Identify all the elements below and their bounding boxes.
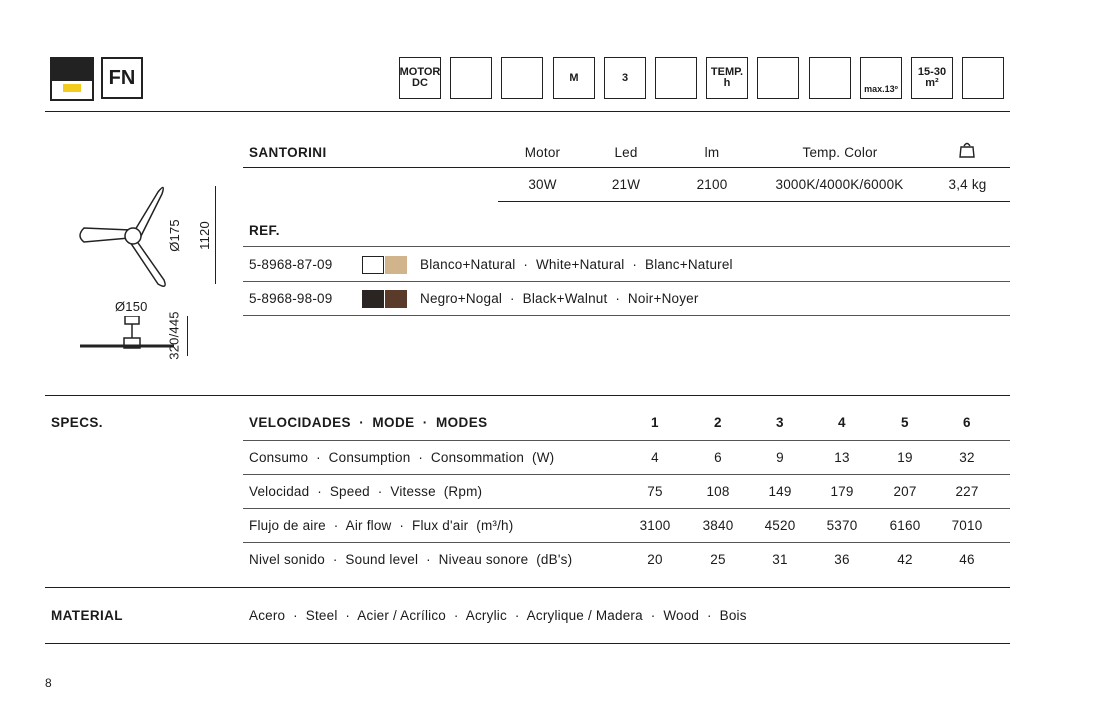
spec-cell: 227 <box>955 484 979 499</box>
ref-finish-1: Blanco+Natural · White+Natural · Blanc+Naturel <box>420 257 733 272</box>
color-temperature-icon: TEMP. h <box>706 57 748 99</box>
diameter-label: Ø175 <box>166 219 182 252</box>
speed-header: 5 <box>901 415 909 430</box>
product-values-rule <box>498 201 1010 202</box>
light-color-icon <box>50 57 94 101</box>
ref-2-swatch-walnut <box>385 290 407 308</box>
height-label: 1120 <box>196 221 212 250</box>
header-divider <box>45 111 1010 112</box>
material-label: MATERIAL <box>51 608 123 623</box>
base-diameter-label: Ø150 <box>115 299 148 314</box>
spec-cell: 5370 <box>826 518 858 533</box>
spec-cell: 20 <box>647 552 663 567</box>
col-lm: lm <box>704 145 720 160</box>
spec-cell: 19 <box>897 450 913 465</box>
height-dimension-line <box>215 186 216 284</box>
weight-icon <box>958 141 976 159</box>
ref-row-rule-2 <box>243 315 1010 316</box>
fan-side-view-diagram <box>78 316 178 356</box>
spec-cell: 4520 <box>764 518 796 533</box>
dimmer-icon <box>501 57 543 99</box>
area-icon: 15-30 m² <box>911 57 953 99</box>
fn-badge: FN <box>101 57 143 99</box>
spec-row-rule <box>243 542 1010 543</box>
ref-finish-2: Negro+Nogal · Black+Walnut · Noir+Noyer <box>420 291 699 306</box>
ref-1-swatch-natural <box>385 256 407 274</box>
specs-top-rule <box>45 395 1010 396</box>
specs-label: SPECS. <box>51 415 103 430</box>
spec-cell: 32 <box>959 450 975 465</box>
spec-cell: 4 <box>651 450 659 465</box>
spec-row-label: Velocidad · Speed · Vitesse (Rpm) <box>249 484 483 499</box>
val-led: 21W <box>611 177 641 192</box>
air-flow-icon <box>757 57 799 99</box>
speed-header: 1 <box>651 415 659 430</box>
spec-cell: 13 <box>834 450 850 465</box>
spec-row-rule <box>243 474 1010 475</box>
height-icon <box>809 57 851 99</box>
spec-cell: 6160 <box>889 518 921 533</box>
speed-header: 2 <box>714 415 722 430</box>
spec-row-label: Flujo de aire · Air flow · Flux d'air (m³/h) <box>249 518 514 533</box>
spec-cell: 108 <box>706 484 730 499</box>
val-weight: 3,4 kg <box>948 177 987 192</box>
speed-header: 3 <box>776 415 784 430</box>
spec-cell: 75 <box>647 484 663 499</box>
specs-header: VELOCIDADES · MODE · MODES <box>249 415 488 430</box>
memory-icon: M <box>553 57 595 99</box>
spec-row-label: Consumo · Consumption · Consommation (W) <box>249 450 555 465</box>
val-lm: 2100 <box>696 177 728 192</box>
spec-cell: 3840 <box>702 518 734 533</box>
spec-cell: 46 <box>959 552 975 567</box>
spec-cell: 149 <box>768 484 792 499</box>
spec-cell: 25 <box>710 552 726 567</box>
col-motor: Motor <box>524 145 561 160</box>
spec-cell: 7010 <box>951 518 983 533</box>
spec-cell: 6 <box>714 450 722 465</box>
class-1-icon <box>962 57 1004 99</box>
spec-row-label: Nivel sonido · Sound level · Niveau sonore (dB's) <box>249 552 573 567</box>
max-slope-icon: max.13º <box>860 57 902 99</box>
product-name: SANTORINI <box>249 145 327 160</box>
spec-cell: 42 <box>897 552 913 567</box>
remote-control-icon <box>450 57 492 99</box>
motor-dc-icon: MOTOR DC <box>399 57 441 99</box>
three-blades-icon: 3 <box>604 57 646 99</box>
ref-2-swatch-black <box>362 290 384 308</box>
spec-cell: 207 <box>893 484 917 499</box>
drop-dimension-line <box>187 316 188 356</box>
spec-row-rule <box>243 508 1010 509</box>
ref-1-swatch-white <box>362 256 384 274</box>
ref-row-rule-1 <box>243 281 1010 282</box>
material-text: Acero · Steel · Acier / Acrílico · Acrylic · Acrylique / Madera · Wood · Bois <box>249 608 747 623</box>
product-header-rule <box>243 167 1010 168</box>
speed-header: 4 <box>838 415 846 430</box>
specs-header-rule <box>243 440 1010 441</box>
page-number: 8 <box>45 676 52 690</box>
summer-winter-icon <box>655 57 697 99</box>
spec-cell: 9 <box>776 450 784 465</box>
spec-cell: 36 <box>834 552 850 567</box>
col-temp-color: Temp. Color <box>802 145 878 160</box>
ref-code-2: 5-8968-98-09 <box>249 291 333 306</box>
specs-bottom-rule <box>45 587 1010 588</box>
drop-label: 320/445 <box>166 311 182 360</box>
ref-code-1: 5-8968-87-09 <box>249 257 333 272</box>
spec-cell: 3100 <box>639 518 671 533</box>
ref-rule <box>243 246 1010 247</box>
col-led: Led <box>614 145 638 160</box>
material-bottom-rule <box>45 643 1010 644</box>
val-temp-color: 3000K/4000K/6000K <box>775 177 904 192</box>
speed-header: 6 <box>963 415 971 430</box>
ref-label: REF. <box>249 223 280 238</box>
spec-cell: 179 <box>830 484 854 499</box>
spec-cell: 31 <box>772 552 788 567</box>
val-motor: 30W <box>528 177 557 192</box>
